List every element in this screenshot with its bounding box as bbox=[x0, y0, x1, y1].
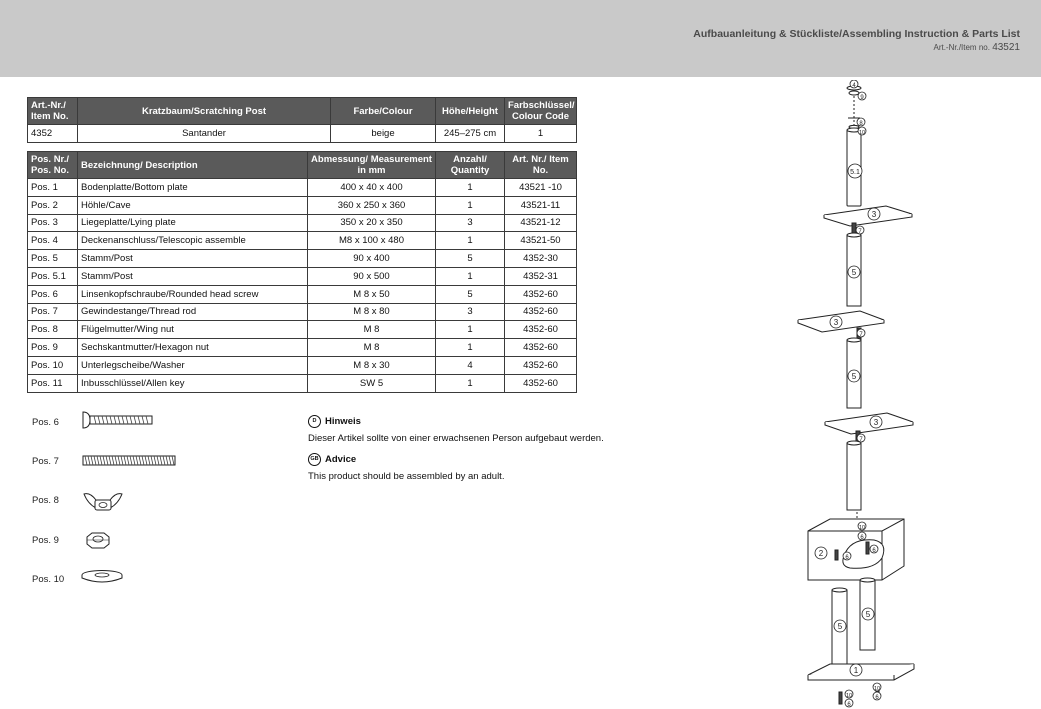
note-en-title: Advice bbox=[325, 454, 357, 465]
th-measurement: Abmessung/ Measurement in mm bbox=[308, 152, 436, 179]
cell-measurement: M 8 bbox=[308, 321, 436, 339]
item-number: 43521 bbox=[992, 42, 1020, 53]
note-en-text: This product should be assembled by an adult. bbox=[308, 471, 505, 482]
cell-description: Stamm/Post bbox=[78, 250, 308, 268]
svg-text:8: 8 bbox=[859, 121, 863, 127]
svg-text:9: 9 bbox=[860, 95, 864, 101]
cell-measurement: M 8 x 50 bbox=[308, 285, 436, 303]
assembly-diagram bbox=[790, 80, 930, 708]
th-quantity: Anzahl/ Quantity bbox=[436, 152, 505, 179]
note-de-text: Dieser Artikel sollte von einer erwachsenen Person aufgebaut werden. bbox=[308, 433, 604, 444]
washer-icon bbox=[80, 569, 126, 583]
cell-pos-no: Pos. 7 bbox=[28, 303, 78, 321]
th-colour-code: Farbschlüssel/ Colour Code bbox=[505, 98, 577, 125]
th-pos-no: Pos. Nr./ Pos. No. bbox=[28, 152, 78, 179]
cell-quantity: 3 bbox=[436, 214, 505, 232]
cell-pos-no: Pos. 5 bbox=[28, 250, 78, 268]
cell-description: Linsenkopfschraube/Rounded head screw bbox=[78, 285, 308, 303]
callout-9 bbox=[858, 92, 866, 101]
cell-description: Flügelmutter/Wing nut bbox=[78, 321, 308, 339]
cell-pos-no: Pos. 2 bbox=[28, 196, 78, 214]
callout-10-cave bbox=[858, 522, 866, 531]
cell-pos-no: Pos. 9 bbox=[28, 339, 78, 357]
th-colour: Farbe/Colour bbox=[331, 98, 436, 125]
cell-pos-no: Pos. 6 bbox=[28, 285, 78, 303]
th-height: Höhe/Height bbox=[436, 98, 505, 125]
th-item-no: Art.-Nr./ Item No. bbox=[28, 98, 78, 125]
product-table-header bbox=[28, 98, 577, 125]
cell-measurement: M 8 x 80 bbox=[308, 303, 436, 321]
cell-measurement: 350 x 20 x 350 bbox=[308, 214, 436, 232]
callout-5-b bbox=[848, 370, 860, 382]
cell-description: Stamm/Post bbox=[78, 267, 308, 285]
cell-description: Gewindestange/Thread rod bbox=[78, 303, 308, 321]
svg-text:5: 5 bbox=[851, 372, 857, 381]
hardware-label-pos10: Pos. 10 bbox=[32, 574, 65, 585]
svg-text:6: 6 bbox=[860, 535, 864, 541]
language-gb-icon: GB bbox=[308, 453, 321, 466]
cell-measurement: 90 x 500 bbox=[308, 267, 436, 285]
product-table bbox=[27, 97, 577, 143]
cell-pos-no: Pos. 4 bbox=[28, 232, 78, 250]
cell-description: Bodenplatte/Bottom plate bbox=[78, 179, 308, 197]
table-row bbox=[28, 321, 577, 339]
cell-pos-no: Pos. 3 bbox=[28, 214, 78, 232]
cell-pos-no: Pos. 5.1 bbox=[28, 267, 78, 285]
parts-table-header bbox=[28, 152, 577, 179]
cell-description: Inbusschlüssel/Allen key bbox=[78, 374, 308, 392]
svg-text:3: 3 bbox=[871, 210, 877, 219]
callout-6-br bbox=[873, 692, 881, 701]
table-row bbox=[28, 285, 577, 303]
cell-quantity: 1 bbox=[436, 374, 505, 392]
cell-measurement: 90 x 400 bbox=[308, 250, 436, 268]
cell-quantity: 1 bbox=[436, 232, 505, 250]
cell-measurement: M8 x 100 x 480 bbox=[308, 232, 436, 250]
callout-5-1 bbox=[848, 164, 862, 178]
cell-quantity: 1 bbox=[436, 179, 505, 197]
table-row bbox=[28, 196, 577, 214]
callout-5-right bbox=[862, 608, 874, 620]
cell-quantity: 5 bbox=[436, 250, 505, 268]
cell-quantity: 1 bbox=[436, 339, 505, 357]
callout-5-a bbox=[848, 266, 860, 278]
svg-text:6: 6 bbox=[875, 695, 879, 701]
svg-text:10: 10 bbox=[858, 130, 866, 136]
svg-text:7: 7 bbox=[859, 437, 863, 443]
cell-art-no: 4352-60 bbox=[505, 285, 577, 303]
cell-item-no: 4352 bbox=[28, 125, 78, 143]
hardware-label-pos7: Pos. 7 bbox=[32, 456, 59, 467]
hardware-label-pos9: Pos. 9 bbox=[32, 535, 59, 546]
callout-3-c bbox=[870, 416, 882, 428]
svg-text:10: 10 bbox=[873, 686, 881, 692]
callout-10-bl bbox=[845, 690, 853, 699]
svg-text:10: 10 bbox=[845, 693, 853, 699]
item-number-line bbox=[933, 42, 1020, 53]
cell-quantity: 1 bbox=[436, 321, 505, 339]
cell-colour-code: 1 bbox=[505, 125, 577, 143]
table-row bbox=[28, 374, 577, 392]
callout-3-b bbox=[830, 316, 842, 328]
cell-description: Deckenanschluss/Telescopic assemble bbox=[78, 232, 308, 250]
thread-rod-icon bbox=[82, 455, 178, 467]
svg-text:3: 3 bbox=[833, 318, 839, 327]
rounded-head-screw-icon bbox=[80, 410, 154, 430]
hex-nut-icon bbox=[849, 91, 859, 95]
svg-text:2: 2 bbox=[818, 549, 824, 558]
table-row bbox=[28, 179, 577, 197]
cell-art-no: 4352-31 bbox=[505, 267, 577, 285]
cell-description: Höhle/Cave bbox=[78, 196, 308, 214]
svg-text:7: 7 bbox=[858, 229, 862, 235]
svg-text:4: 4 bbox=[852, 83, 856, 89]
table-row bbox=[28, 232, 577, 250]
cell-measurement: M 8 x 30 bbox=[308, 356, 436, 374]
callout-10-br bbox=[873, 683, 881, 692]
svg-text:5: 5 bbox=[837, 622, 843, 631]
th-description: Bezeichnung/ Description bbox=[78, 152, 308, 179]
hardware-label-pos6: Pos. 6 bbox=[32, 417, 59, 428]
cell-pos-no: Pos. 10 bbox=[28, 356, 78, 374]
cell-art-no: 4352-60 bbox=[505, 374, 577, 392]
cell-art-no: 43521-11 bbox=[505, 196, 577, 214]
post-c-shape bbox=[847, 443, 861, 510]
cell-quantity: 1 bbox=[436, 267, 505, 285]
cell-product-name: Santander bbox=[78, 125, 331, 143]
cell-colour: beige bbox=[331, 125, 436, 143]
cell-height: 245–275 cm bbox=[436, 125, 505, 143]
item-number-label: Art.-Nr./Item no. bbox=[933, 43, 990, 52]
svg-text:6: 6 bbox=[847, 702, 851, 708]
th-art-no: Art. Nr./ Item No. bbox=[505, 152, 577, 179]
table-row bbox=[28, 267, 577, 285]
hardware-label-pos8: Pos. 8 bbox=[32, 495, 59, 506]
cell-art-no: 43521-50 bbox=[505, 232, 577, 250]
callout-10-top bbox=[858, 127, 866, 136]
table-row bbox=[28, 356, 577, 374]
table-row bbox=[28, 214, 577, 232]
cell-pos-no: Pos. 1 bbox=[28, 179, 78, 197]
callout-3-a bbox=[868, 208, 880, 220]
cell-measurement: M 8 bbox=[308, 339, 436, 357]
cell-art-no: 4352-60 bbox=[505, 321, 577, 339]
cell-measurement: 360 x 250 x 360 bbox=[308, 196, 436, 214]
svg-text:6: 6 bbox=[845, 555, 849, 561]
svg-text:5.1: 5.1 bbox=[850, 169, 860, 176]
cell-quantity: 1 bbox=[436, 196, 505, 214]
callout-1 bbox=[850, 664, 862, 676]
svg-text:5: 5 bbox=[851, 268, 857, 277]
cell-art-no: 43521 -10 bbox=[505, 179, 577, 197]
cell-description: Unterlegscheibe/Washer bbox=[78, 356, 308, 374]
note-en bbox=[308, 453, 504, 482]
table-row bbox=[28, 339, 577, 357]
parts-table bbox=[27, 151, 577, 393]
table-row bbox=[28, 303, 577, 321]
note-de bbox=[308, 415, 604, 444]
cell-art-no: 4352-60 bbox=[505, 356, 577, 374]
product-row bbox=[28, 125, 577, 143]
note-de-title: Hinweis bbox=[325, 416, 361, 427]
callout-5-left bbox=[834, 620, 846, 632]
cell-art-no: 4352-60 bbox=[505, 303, 577, 321]
svg-text:6: 6 bbox=[872, 548, 876, 554]
svg-text:1: 1 bbox=[853, 666, 859, 675]
cell-description: Liegeplatte/Lying plate bbox=[78, 214, 308, 232]
document-title: Aufbauanleitung & Stückliste/Assembling Instruction & Parts List bbox=[693, 28, 1020, 40]
cell-measurement: 400 x 40 x 400 bbox=[308, 179, 436, 197]
cell-measurement: SW 5 bbox=[308, 374, 436, 392]
cell-pos-no: Pos. 11 bbox=[28, 374, 78, 392]
cell-quantity: 4 bbox=[436, 356, 505, 374]
cell-pos-no: Pos. 8 bbox=[28, 321, 78, 339]
hexagon-nut-icon bbox=[84, 532, 112, 550]
callout-2 bbox=[815, 547, 827, 559]
cell-art-no: 4352-60 bbox=[505, 339, 577, 357]
svg-text:5: 5 bbox=[865, 610, 871, 619]
callout-6-bl bbox=[845, 699, 853, 708]
cell-quantity: 3 bbox=[436, 303, 505, 321]
table-row bbox=[28, 250, 577, 268]
th-scratching-post: Kratzbaum/Scratching Post bbox=[78, 98, 331, 125]
svg-text:7: 7 bbox=[859, 332, 863, 338]
cell-quantity: 5 bbox=[436, 285, 505, 303]
cell-description: Sechskantmutter/Hexagon nut bbox=[78, 339, 308, 357]
wing-nut-icon bbox=[82, 490, 126, 514]
cell-art-no: 4352-30 bbox=[505, 250, 577, 268]
cell-art-no: 43521-12 bbox=[505, 214, 577, 232]
svg-text:10: 10 bbox=[858, 525, 866, 531]
language-de-icon: D bbox=[308, 415, 321, 428]
svg-text:3: 3 bbox=[873, 418, 879, 427]
page-header bbox=[0, 0, 1041, 77]
